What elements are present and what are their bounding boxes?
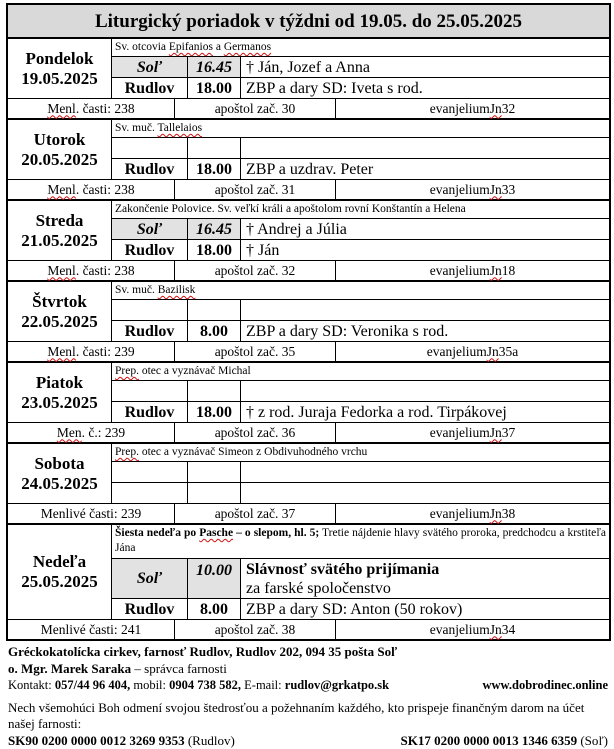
priest-line [8,660,608,677]
feast-part: Sv. muč. [115,122,158,134]
feast-text [112,525,609,559]
intention-cell [241,300,609,321]
readings-row [8,260,609,280]
day-name: Piatok [35,372,84,392]
gospel-label: evanjelium [429,424,490,440]
intention-cell: ZBP a dary SD: Iveta s rod. [246,79,423,97]
day-date: 21.05.2025 [21,230,98,250]
feast-part: otec a vyznávač Simeon z Obdivuhodného vrchu [138,446,368,458]
feast-part: Epifanios [168,41,213,53]
gospel-label: evanjelium [429,621,490,637]
place-cell: Rudlov [112,240,188,260]
feast-text [112,39,609,57]
intention-cell [241,559,609,599]
day-date: 22.05.2025 [21,311,98,331]
website-link[interactable]: www.dobrodinec.online [482,678,608,692]
intention-cell [241,381,609,402]
gospel-label: evanjelium [429,181,490,197]
gospel-book: Jn [489,424,502,440]
contact-info [8,677,389,694]
priest-name: o. Mgr. Marek Saraka [8,661,132,676]
time-cell [188,462,241,483]
feast-title: – o slepom, hl. 5; [233,527,320,539]
gospel-book: Jn [486,343,499,359]
menlive-casti [8,504,174,523]
intention-cell: ZBP a dary SD: Veronika s rod. [246,322,449,340]
day-label [8,39,112,98]
day-label [8,120,112,179]
day-block-piatok [8,363,609,444]
feast-part: Sv. otcovia [115,41,169,53]
feast-text [112,282,609,300]
feast-part: a [212,41,224,53]
feast-title: Šiesta nedeľa po [115,527,200,539]
menl-value: Menlivé časti: 239 [40,505,142,521]
mobile-number: 0904 738 582, [169,678,242,692]
day-name: Nedeľa [32,552,87,571]
page-title: Liturgický poriadok v týždni od 19.05. do 25.05.2025 [8,5,609,39]
menl-value: . časti: 238 [75,181,135,197]
day-label [8,363,112,422]
gospel-number: 38 [501,505,516,521]
time-cell: 18.00 [188,78,241,98]
intention-cell: † z rod. Juraja Fedorka a rod. Tirpákovej [246,403,507,421]
apostol-reading: apoštol zač. 36 [174,423,335,442]
gospel-reading [335,620,609,639]
gospel-number: 18 [501,262,516,278]
intention-cell: ZBP a uzdrav. Peter [246,160,374,178]
time-cell: 18.00 [188,159,241,179]
feast-part: Tallelaios [157,122,203,134]
intention-cell [241,462,609,483]
day-date: 25.05.2025 [21,572,98,591]
place-cell: Soľ [112,57,188,78]
time-cell: 18.00 [188,240,241,260]
gospel-label: evanjelium [429,505,490,521]
day-block-utorok [8,120,609,201]
day-name: Sobota [34,453,85,473]
menlive-casti [8,180,174,199]
menl-label: Menl [47,100,76,116]
phone-number: 057/44 96 404, [54,678,131,692]
menlive-casti [8,342,174,361]
time-cell [188,300,241,321]
menlive-casti: Menlivé časti: 241 [40,621,142,637]
gospel-label: evanjelium [429,100,490,116]
gospel-book: Jn [489,621,502,637]
menlive-casti [8,261,174,280]
account-label: (Rudlov) [184,733,235,748]
menl-value: . časti: 238 [75,262,135,278]
priest-role: – správca farnosti [131,661,227,676]
gospel-number: 35a [498,343,519,359]
feast-part: Germanos [223,41,272,53]
time-cell [188,483,241,503]
place-cell: Soľ [112,219,188,240]
time-cell: 8.00 [188,321,241,341]
apostol-reading: apoštol zač. 30 [174,99,335,118]
time-cell [188,138,241,159]
gospel-reading [335,342,609,361]
day-block-sobota [8,444,609,525]
place-cell [112,462,188,483]
feast-part: Sv. muč. [115,284,158,296]
day-date: 24.05.2025 [21,473,98,493]
apostol-reading: apoštol zač. 37 [174,504,335,523]
day-block-nedela [8,525,609,639]
readings-row [8,422,609,442]
time-cell [188,559,241,599]
place-cell: Rudlov [112,159,188,179]
donation-note: Nech všemohúci Boh odmení svojou štedrosťou a požehnaním každého, kto prispeje finančným darom na účet našej farnosti: [8,700,585,731]
feast-text [112,444,609,462]
gospel-reading [335,180,609,199]
time-value: 10.00 [196,562,232,579]
gospel-label: evanjelium [426,343,487,359]
gospel-book: Jn [489,505,502,521]
feast-title: Pasche [199,527,234,539]
menlive-casti [8,99,174,118]
intention-cell: † Andrej a Júlia [241,219,609,240]
contact-label: Kontakt: [8,678,55,692]
apostol-reading: apoštol zač. 31 [174,180,335,199]
iban: SK90 0200 0000 0012 3269 9353 [8,733,185,748]
day-date: 20.05.2025 [21,149,98,169]
intention-cell: ZBP a dary SD: Anton (50 rokov) [246,600,463,618]
intention-cell [241,483,609,503]
email-link[interactable]: rudlov@grkatpo.sk [284,678,390,692]
gospel-number: 37 [501,424,516,440]
account-sol [400,732,608,749]
day-date: 23.05.2025 [21,392,98,412]
readings-row [8,98,609,118]
bank-accounts [8,732,608,749]
feast-part: Bazilisk [157,284,196,296]
day-label [8,444,112,503]
menl-label: Menl [47,343,76,359]
apostol-reading: apoštol zač. 32 [174,261,335,280]
intention-cell: † Ján, Jozef a Anna [241,57,609,78]
menl-label: Menl [47,181,76,197]
readings-row [8,179,609,199]
feast-part: Prep. [115,446,139,458]
gospel-reading [335,423,609,442]
gospel-label: evanjelium [429,262,490,278]
place-cell: Rudlov [112,402,188,422]
readings-row [8,503,609,523]
place-cell [112,381,188,402]
day-name: Utorok [33,129,86,149]
gospel-reading [335,504,609,523]
intention-detail: za farské spoločenstvo [246,579,391,597]
feast-text [112,201,609,219]
time-cell: 16.45 [188,219,241,240]
gospel-reading [335,261,609,280]
time-cell [188,381,241,402]
gospel-number: 34 [501,621,516,637]
time-cell: 16.45 [188,57,241,78]
place-cell [112,483,188,503]
account-rudlov [8,732,235,749]
place-cell: Rudlov [112,321,188,341]
feast-part: Zakončenie Polovice. Sv. veľkí králi a apoštolom rovní Konštantín a Helena [115,203,466,215]
menl-label: Menl [47,262,76,278]
apostol-reading: apoštol zač. 38 [174,620,335,639]
parish-address [8,643,608,660]
apostol-reading: apoštol zač. 35 [174,342,335,361]
day-name: Streda [35,210,84,230]
menl-label: Men [56,424,82,440]
time-cell: 18.00 [188,402,241,422]
gospel-book: Jn [489,181,502,197]
day-date: 19.05.2025 [21,68,98,88]
gospel-number: 33 [501,181,516,197]
menlive-casti [8,423,174,442]
time-cell: 8.00 [188,599,241,619]
footer [8,643,608,749]
place-cell [112,300,188,321]
day-label [8,525,112,619]
place-cell [112,138,188,159]
feast-part: Prep. [115,365,139,377]
parish-text: Gréckokatolícka cirkev, farnosť Rudlov, Rudlov 202, 094 35 pošta Soľ [8,644,398,659]
day-label [8,201,112,260]
day-block-pondelok [8,39,609,120]
contact-line [8,677,608,694]
day-block-stvrtok [8,282,609,363]
day-name: Štvrtok [32,291,87,311]
feast-part: Tretie nájdenie hlavy svätého proroka, predchodcu a krstiteľa Jána [115,527,606,554]
intention-title: Slávnosť svätého prijímania [246,560,440,578]
account-label: (Soľ) [577,733,608,748]
readings-row [8,619,609,639]
feast-text [112,120,609,138]
day-label [8,282,112,341]
menl-value: . časti: 239 [75,343,135,359]
day-block-streda [8,201,609,282]
menl-value: . časti: 238 [75,100,135,116]
feast-text [112,363,609,381]
mobile-label: mobil: [130,678,170,692]
liturgical-schedule-table [6,3,611,641]
feast-part: otec a vyznávač Michal [138,365,251,377]
gospel-reading [335,99,609,118]
intention-cell [241,138,609,159]
email-label: E-mail: [241,678,285,692]
place-cell: Rudlov [112,78,188,98]
readings-row [8,341,609,361]
gospel-book: Jn [489,262,502,278]
iban: SK17 0200 0000 0013 1346 6359 [400,733,578,748]
place-cell: Soľ [112,559,188,599]
menl-value: . č.: 239 [81,424,126,440]
gospel-number: 32 [501,100,516,116]
day-name: Pondelok [25,48,94,68]
place-cell: Rudlov [112,599,188,619]
gospel-book: Jn [489,100,502,116]
intention-cell: † Ján [246,241,280,259]
